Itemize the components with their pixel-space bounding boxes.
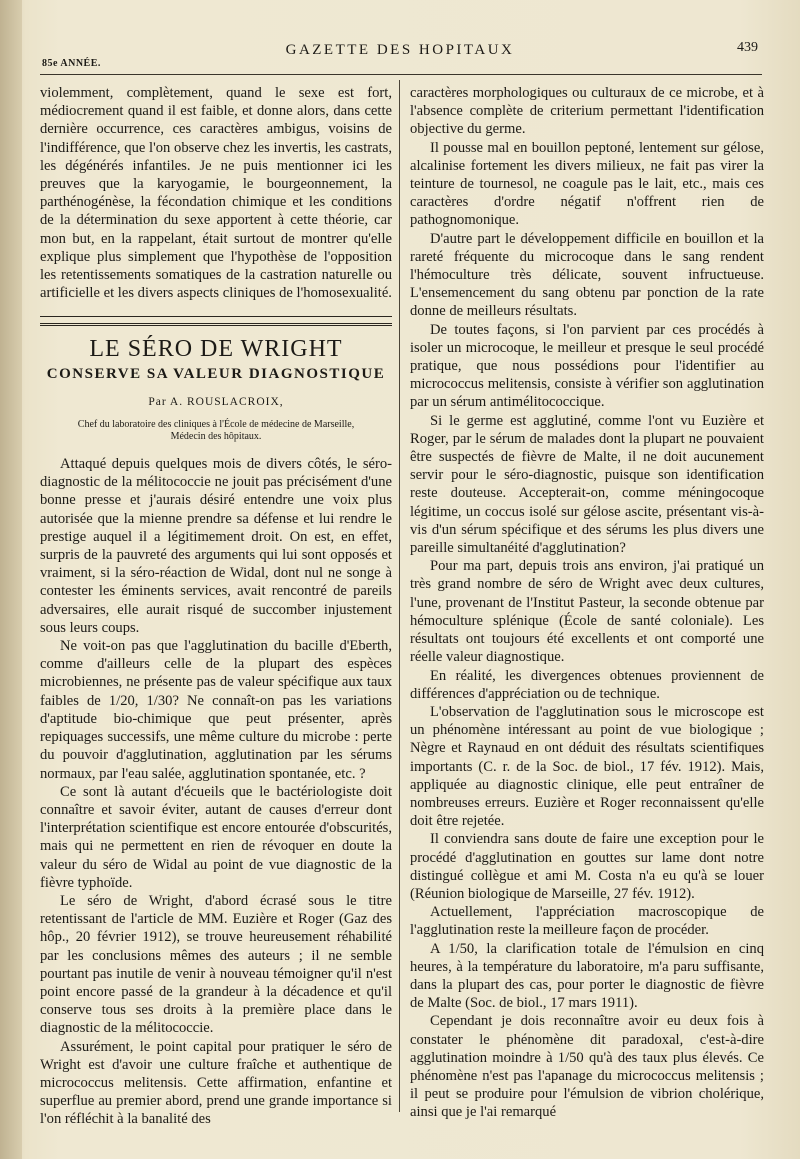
left-column <box>40 84 392 1129</box>
header-rule <box>40 74 762 75</box>
paragraph: Il pousse mal en bouillon peptoné, lentement sur gélose, alcalinise fortement les divers milieux, ne fait pas virer la teinture de tournesol, ne coagule pas le lait, etc., mais ces caractères d'ordre négatif n'offrent rien de pathognomonique. <box>410 139 764 229</box>
intro-paragraph: violemment, complètement, quand le sexe est fort, médiocrement quand il est faible, et donne alors, dans cette dernière occurrence, ces caractères ambigus, voisins de l'indifférence, que l'on observe chez les invertis, les castrats, les dégénérés infantiles. Je ne puis mentionner ici les preuves que la karyogamie, le bourgeonnement, la parthénogénèse, la fécondation chimique et les conditions de la détermination du sexe apportent à cette théorie, car mon but, en la rappelant, était surtout de montrer qu'elle explique plus simplement que l'hypothèse de l'opposition les retentissements somatiques de la castration naturelle ou artificielle et les divers aspects cliniques de l'homosexualité. <box>40 85 392 302</box>
article-title: LE SÉRO DE WRIGHT <box>89 336 343 363</box>
paragraph: Si le germe est agglutiné, comme l'ont vu Euzière et Roger, par le sérum de malades dont la plupart ne pouvaient être suspectés de fièvre de Malte, il ne doit aucunement servir pour le séro-diagnostic, puisque son identification reste douteuse. Accepterait-on, comme méningocoque légitime, un coccus isolé sur gélose ascite, présentant vis-à-vis d'un sérum spécifique et des sérums les plus divers une pareille simultanéité d'agglutination? <box>410 412 764 557</box>
column-divider <box>399 80 400 1112</box>
page-number: 439 <box>737 40 758 55</box>
paragraph: A 1/50, la clarification totale de l'émulsion en cinq heures, à la température du laboratoire, m'a paru suffisante, dans la plupart des cas, pour porter le diagnostic de fièvre de Malte (Soc. de biol., 17 mars 1911). <box>410 940 764 1012</box>
paragraph: Il conviendra sans doute de faire une exception pour le procédé d'agglutination en gouttes sur lame dont notre distingué collègue et ami M. Costa n'a eu qu'à se louer (Réunion biologique de Marseille, 27 fév. 1912). <box>410 831 764 902</box>
paragraph: Ne voit-on pas que l'agglutination du bacille d'Eberth, comme d'ailleurs celle de la plupart des espèces microbiennes, ne présente pas de valeur spécifique aux taux faibles de 1/20, 1/30? Ne connaît-on pas les variations d'aptitude bio-chimique que peut présenter, après repiquages successifs, une même culture du microbe : perte du pouvoir d'agglutination, agglutination par les sérums normaux, par l'eau salée, agglutination spontanée, etc. ? <box>40 638 392 782</box>
affiliation-line-1: Chef du laboratoire des cliniques à l'École de médecine de Marseille, <box>77 419 355 431</box>
affiliation-line-2: Médecin des hôpitaux. <box>170 431 262 443</box>
paragraph: Ce sont là autant d'écueils que le bactériologiste doit connaître et savoir éviter, autant de causes d'erreur dont l'interprétation scientifique est encore entourée d'obscurités, mais qui ne permettent en rien de révoquer en doute la valeur du séro de Widal au point de vue diagnostic de la fièvre typhoïde. <box>40 783 392 891</box>
article-subtitle: CONSERVE SA VALEUR DIAGNOSTIQUE <box>46 365 386 382</box>
paragraph: En réalité, les divergences obtenues proviennent de différences d'appréciation ou de technique. <box>410 667 764 702</box>
author-affiliation <box>40 419 392 443</box>
paragraph: De toutes façons, si l'on parvient par ces procédés à isoler un microcoque, le meilleur et presque le seul procédé pratique, que nous possédions pour l'identifier au micrococcus melitensis, consiste à vérifier son agglutination par un sérum antimélitococcique. <box>410 321 764 411</box>
page-spine <box>0 0 22 1159</box>
article-author: Par A. ROUSLACROIX, <box>148 395 284 408</box>
section-separator <box>40 316 392 326</box>
right-column <box>410 84 764 1122</box>
journal-title: GAZETTE DES HOPITAUX <box>285 42 515 58</box>
paragraph: D'autre part le développement difficile en bouillon et la rareté fréquente du microcoque dans le sang rendent l'hémoculture très délicate, souvent infructueuse. L'ensemencement du sang obtenu par ponction de la rate donne de meilleurs résultats. <box>410 230 764 320</box>
edition-label: 85e ANNÉE. <box>42 58 101 69</box>
paragraph: caractères morphologiques ou culturaux de ce microbe, et à l'absence complète de criterium permettant l'identification objective du germe. <box>410 85 764 138</box>
paragraph: Assurément, le point capital pour pratiquer le séro de Wright est d'avoir une culture fraîche et authentique de micrococcus melitensis. Cette affirmation, enfantine et superflue au premier abord, prend une grande importance si l'on réfléchit à la banalité des <box>40 1038 392 1128</box>
paragraph: Pour ma part, depuis trois ans environ, j'ai pratiqué un très grand nombre de séro de Wright avec deux cultures, l'une, provenant de l'Institut Pasteur, la seconde obtenue par hémoculture splénique (École de santé coloniale). Les résultats ont toujours été excellents et ont comporté une réelle valeur diagnostique. <box>410 558 764 666</box>
paragraph: L'observation de l'agglutination sous le microscope est un phénomène intéressant au point de vue biologique ; Nègre et Raynaud en ont déduit des résultats scientifiques importants (C. r. de la Soc. de biol., 17 fév. 1912). Mais, appliquée au diagnostic clinique, elle peut entraîner de nombreuses erreurs. Euzière et Roger reconnaissent qu'elle doit être rejetée. <box>410 703 764 830</box>
paragraph: Le séro de Wright, d'abord écrasé sous le titre retentissant de l'article de MM. Euzière et Roger (Gaz des hôp., 20 février 1912), se trouve heureusement réhabilité par les conclusions mêmes des auteurs ; il ne semble pourtant pas inutile de venir à nouveau témoigner qu'il n'est point encore passé de la grandeur à la décadence et qu'il conserve tous ses droits à la première place dans le diagnostic de la mélitococcie. <box>40 892 392 1037</box>
paragraph: Actuellement, l'appréciation macroscopique de l'agglutination reste la meilleure façon de procéder. <box>410 904 764 939</box>
page-header <box>40 38 760 68</box>
paragraph: Attaqué depuis quelques mois de divers côtés, le séro-diagnostic de la mélitococcie ne jouit pas précisément d'une bonne presse et j'aurais désiré entendre une voix plus autorisée que la mienne prendre sa défense et lui rendre le prestige auquel il a légitimement droit. On est, en effet, surpris de la pauvreté des arguments qui lui sont opposés et vraiment, si la séro-réaction de Widal, dont nul ne songe à contester les éminents services, avait rencontré de pareils adversaires, elle aurait risqué de succomber injustement sous leurs coups. <box>40 456 392 636</box>
paragraph: Cependant je dois reconnaître avoir eu deux fois à constater le phénomène dit paradoxal, c'est-à-dire agglutination moindre à 1/50 qu'à des taux plus élevés. Ce phénomène n'est pas l'apanage du micrococcus melitensis ; il peut se produire pour l'émulsion de vibrion cholérique, ainsi que je l'ai remarqué <box>410 1013 764 1121</box>
